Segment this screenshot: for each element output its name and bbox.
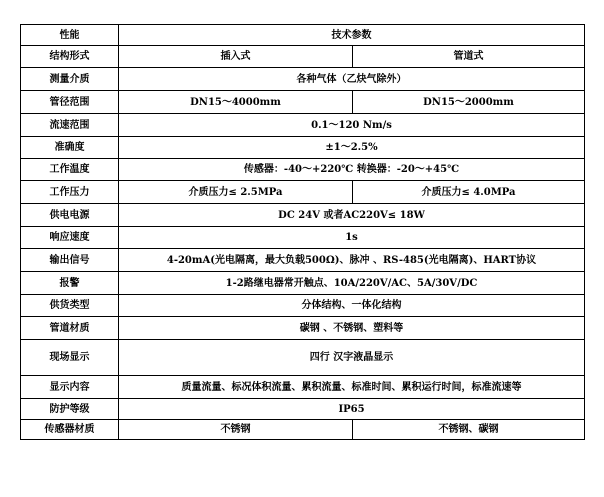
row-label: 管道材质 [21, 317, 119, 340]
row-label: 测量介质 [21, 68, 119, 91]
table-row-alarm [21, 272, 585, 295]
table-header-row [21, 25, 585, 46]
row-value: 各种气体（乙炔气除外） [119, 68, 585, 91]
row-label: 报警 [21, 272, 119, 295]
row-label: 显示内容 [21, 376, 119, 399]
row-value: 管道式 [353, 46, 585, 68]
table-row-sensor-material [21, 420, 585, 440]
table-row-power-supply [21, 204, 585, 227]
row-value: 0.1～120 Nm/s [119, 114, 585, 137]
row-label: 响应速度 [21, 227, 119, 249]
table-row-protection-grade [21, 399, 585, 420]
table-row-pipe-material [21, 317, 585, 340]
header-label-cell: 性能 [21, 25, 119, 46]
row-label: 供货类型 [21, 295, 119, 317]
table-row-work-temperature [21, 159, 585, 181]
row-label: 供电电源 [21, 204, 119, 227]
row-label: 防护等级 [21, 399, 119, 420]
row-value: 四行 汉字液晶显示 [119, 340, 585, 376]
table-row-flow-velocity [21, 114, 585, 137]
table-row-display-content [21, 376, 585, 399]
row-label: 输出信号 [21, 249, 119, 272]
row-value: DN15～2000mm [353, 91, 585, 114]
table-row-response-speed [21, 227, 585, 249]
table-row-work-pressure [21, 181, 585, 204]
row-value: 分体结构、一体化结构 [119, 295, 585, 317]
row-value: 4-20mA(光电隔离，最大负载500Ω)、脉冲 、RS-485(光电隔离)、HART协议 [119, 249, 585, 272]
spec-table [20, 24, 585, 440]
table-row-pipe-diameter [21, 91, 585, 114]
table-row-supply-type [21, 295, 585, 317]
row-label: 流速范围 [21, 114, 119, 137]
table-row-structure [21, 46, 585, 68]
row-value: IP65 [119, 399, 585, 420]
table-row-accuracy [21, 137, 585, 159]
row-value: 传感器：-40～+220℃ 转换器：-20～+45℃ [119, 159, 585, 181]
row-value: ±1～2.5% [119, 137, 585, 159]
row-label: 结构形式 [21, 46, 119, 68]
row-label: 管径范围 [21, 91, 119, 114]
header-value-cell: 技术参数 [119, 25, 585, 46]
row-label: 传感器材质 [21, 420, 119, 440]
row-value: DN15～4000mm [119, 91, 353, 114]
row-label: 工作压力 [21, 181, 119, 204]
table-row-output-signal [21, 249, 585, 272]
row-value: 碳钢 、不锈钢、塑料等 [119, 317, 585, 340]
row-label: 现场显示 [21, 340, 119, 376]
row-value: 1s [119, 227, 585, 249]
row-label: 工作温度 [21, 159, 119, 181]
table-row-local-display [21, 340, 585, 376]
table-row-medium [21, 68, 585, 91]
row-value: 插入式 [119, 46, 353, 68]
row-value: 质量流量、标况体积流量、累积流量、标准时间、累积运行时间，标准流速等 [119, 376, 585, 399]
row-value: 介质压力≤ 2.5MPa [119, 181, 353, 204]
row-value: 不锈钢 [119, 420, 353, 440]
row-value: 不锈钢、碳钢 [353, 420, 585, 440]
row-value: 1-2路继电器常开触点、10A/220V/AC、5A/30V/DC [119, 272, 585, 295]
row-label: 准确度 [21, 137, 119, 159]
row-value: 介质压力≤ 4.0MPa [353, 181, 585, 204]
row-value: DC 24V 或者AC220V≤ 18W [119, 204, 585, 227]
